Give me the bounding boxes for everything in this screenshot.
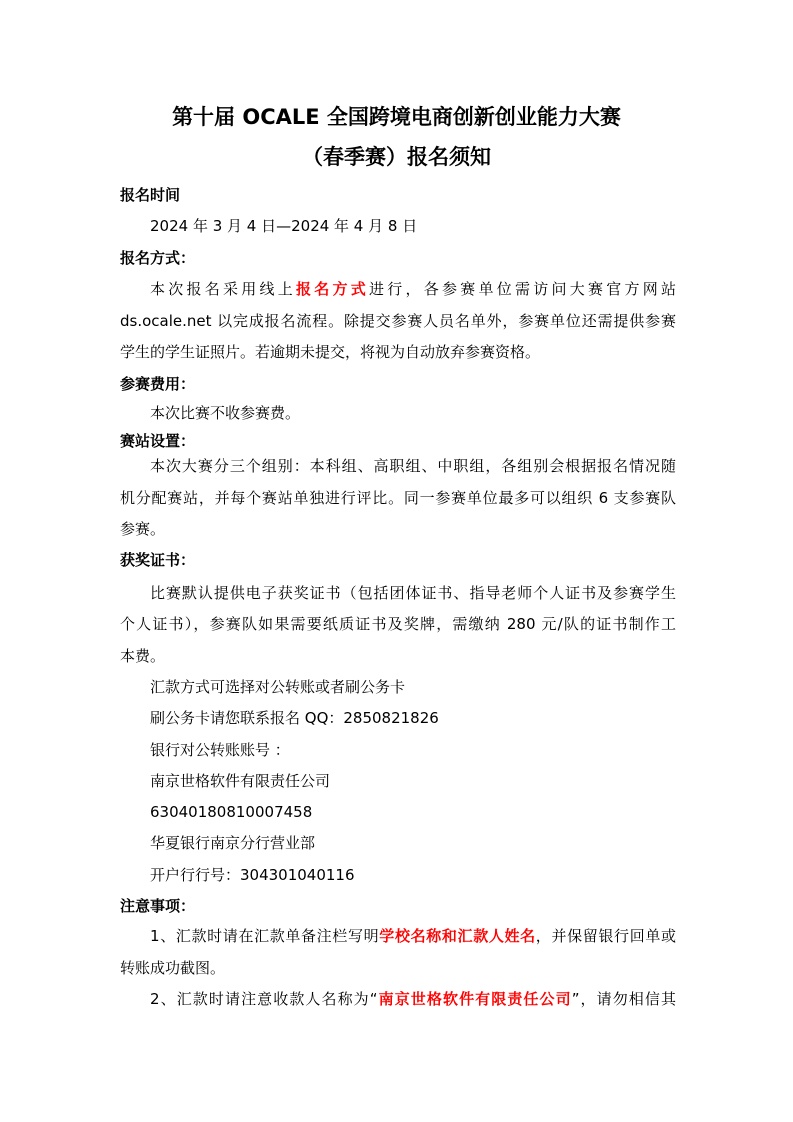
certificates-heading: 获奖证书：: [120, 551, 196, 569]
notes-heading: 注意事项：: [120, 897, 196, 915]
card-contact-text: 刷公务卡请您联系报名 QQ：2850821826: [150, 709, 439, 727]
registration-time-heading: 报名时间: [120, 186, 181, 204]
certificates-line2: 个人证书），参赛队如果需要纸质证书及奖牌，需缴纳 280 元/队的证书制作工: [120, 615, 676, 633]
fee-body: 本次比赛不收参赛费。: [150, 404, 301, 422]
note2-pre: 2、汇款时请注意收款人名称为“: [150, 990, 378, 1008]
registration-method-heading: 报名方式：: [120, 249, 196, 267]
registration-method-highlight: 报名方式: [296, 280, 369, 298]
bank-name-text: 华夏银行南京分行营业部: [150, 834, 316, 852]
account-number-text: 63040180810007458: [150, 803, 313, 821]
stations-heading: 赛站设置：: [120, 432, 196, 450]
note1-line2: 转账成功截图。: [120, 959, 226, 977]
bank-code-text: 开户行行号：304301040116: [150, 866, 355, 884]
stations-line2: 机分配赛站，并每个赛站单独进行评比。同一参赛单位最多可以组织 6 支参赛队: [120, 489, 676, 507]
fee-heading: 参赛费用：: [120, 375, 196, 393]
account-name-text: 南京世格软件有限责任公司: [150, 772, 331, 790]
registration-method-line1-pre: 本次报名采用线上: [150, 280, 296, 298]
payment-method-text: 汇款方式可选择对公转账或者刷公务卡: [150, 678, 406, 696]
note1-line1: [150, 925, 676, 947]
registration-method-line1: [150, 278, 676, 300]
note1-post: ，并保留银行回单或: [535, 927, 676, 945]
note2-highlight: 南京世格软件有限责任公司: [377, 990, 572, 1008]
note1-pre: 1、汇款时请在汇款单备注栏写明: [150, 927, 380, 945]
registration-method-line3: 学生的学生证照片。若逾期未提交，将视为自动放弃参赛资格。: [120, 343, 541, 361]
note2-line1: [150, 988, 676, 1010]
document-title-line1: 第十届 OCALE 全国跨境电商创新创业能力大赛: [172, 105, 621, 129]
certificates-line3: 本费。: [120, 647, 166, 665]
certificates-line1: 比赛默认提供电子获奖证书（包括团体证书、指导老师个人证书及参赛学生: [150, 584, 676, 602]
account-label-text: 银行对公转账账号 ：: [150, 741, 290, 759]
note2-post: ”，请勿相信其: [571, 990, 676, 1008]
registration-method-line1-post: 进行，各参赛单位需访问大赛官方网站: [369, 280, 676, 298]
registration-time-body: 2024 年 3 月 4 日—2024 年 4 月 8 日: [150, 217, 418, 235]
stations-line1: 本次大赛分三个组别：本科组、高职组、中职组，各组别会根据报名情况随: [150, 457, 676, 475]
stations-line3: 参赛。: [120, 520, 166, 538]
registration-method-line2: ds.ocale.net 以完成报名流程。除提交参赛人员名单外，参赛单位还需提供参赛: [120, 312, 676, 330]
note1-highlight: 学校名称和汇款人姓名: [379, 927, 536, 945]
document-title-line2: （春季赛）报名须知: [302, 145, 491, 169]
